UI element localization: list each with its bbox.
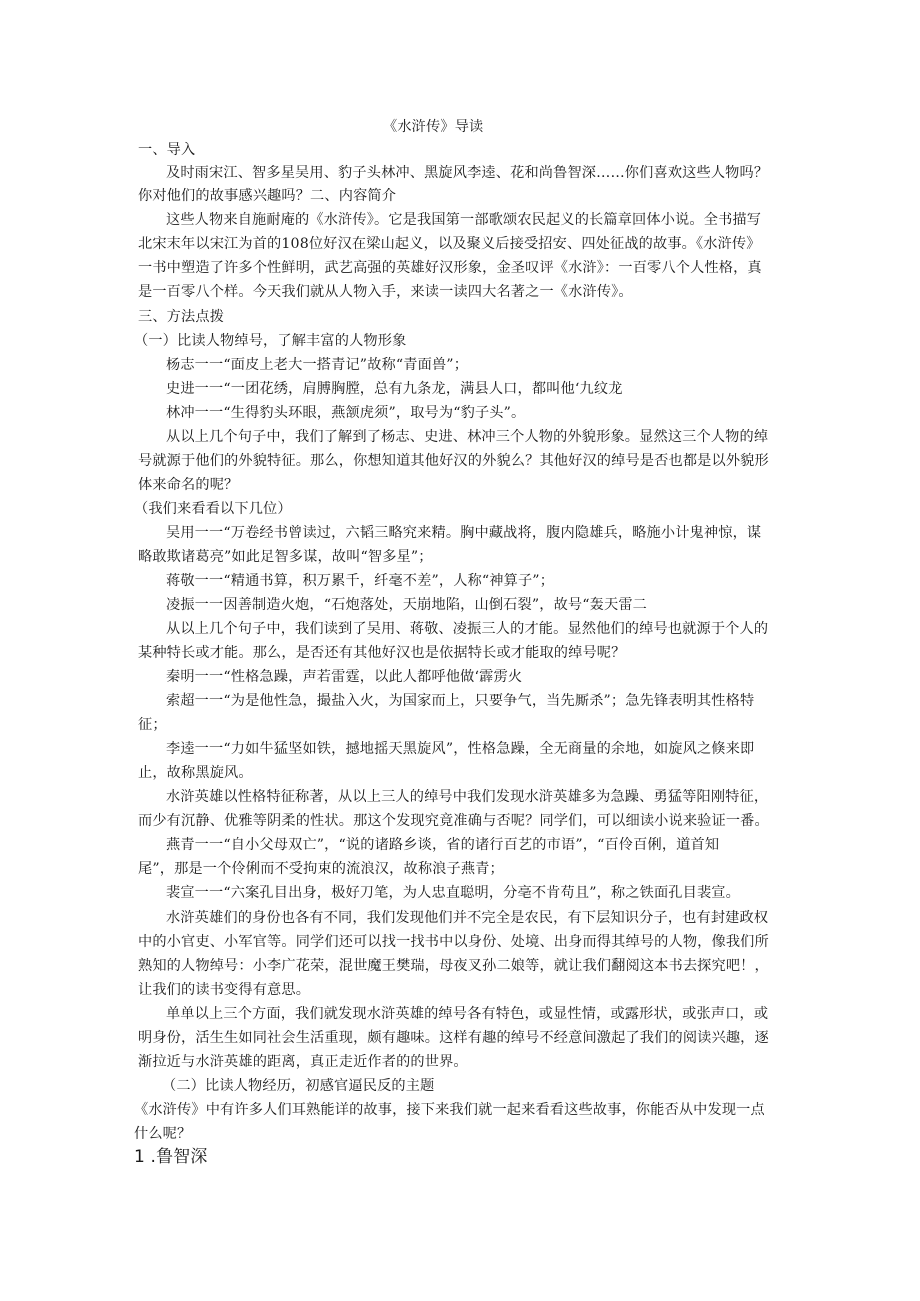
text-line: 杨志一一“面皮上老大一搭青记”故称“青面兽”；	[166, 357, 469, 373]
text-line: 《水浒传》中有许多人们耳熟能详的故事，接下来我们就一起来看看这些故事，你能否从中发现一点	[134, 1102, 765, 1118]
subsection-heading: （二）比读人物经历，初感官逼民反的主题	[162, 1078, 435, 1094]
text-line: 北宋末年以宋江为首的108位好汉在梁山起义，以及聚义后接受招安、四处征战的故事。《水浒传》	[138, 236, 761, 252]
subsection-heading: （一）比读人物绰号，了解丰富的人物形象	[134, 333, 407, 349]
section-heading: 一、导入	[138, 142, 196, 158]
text-line: 林冲一一“生得豹头环眼，燕颔虎须”，取号为“豹子头”。	[166, 405, 526, 421]
page-title: 《水浒传》导读	[383, 119, 484, 135]
list-item-heading: 1 .鲁智深	[134, 1147, 208, 1167]
text-line: 而少有沉静、优雅等阴柔的性状。那这个发现究竟准确与否呢？同学们，可以细读小说来验证一番。	[138, 813, 769, 829]
text-line: 一书中塑造了许多个性鲜明，武艺高强的英雄好汉形象，金圣叹评《水浒》：一百零八个人性格，真	[138, 260, 762, 276]
text-line: 李逵一一“力如牛猛坚如铁，撼地摇天黑旋风”，性格急躁，全无商量的余地，如旋风之倏来即	[166, 741, 755, 757]
text-line: 明身份，活生生如同社会生活重现，颇有趣味。这样有趣的绰号不经意间激起了我们的阅读兴趣，逐	[138, 1030, 769, 1046]
text-line: 秦明一一“性格急躁，声若雷霆，以此人都呼他做‘霹雳火	[166, 669, 523, 685]
text-line: 及时雨宋江、智多星吴用、豹子头林冲、黑旋风李逵、花和尚鲁智深……你们喜欢这些人物吗？	[166, 165, 769, 181]
text-line: 从以上几个句子中，我们了解到了杨志、史进、林冲三个人物的外貌形象。显然这三个人物的绰	[166, 429, 769, 445]
text-line: 止，故称黑旋风。	[138, 765, 253, 781]
text-line: 吴用一一“万卷经书曾读过，六韬三略究来精。胸中藏战将，腹内隐雄兵，略施小计鬼神惊，谋	[166, 525, 762, 541]
text-line: 渐拉近与水浒英雄的距离，真正走近作者的的世界。	[138, 1054, 468, 1070]
text-line: 什么呢？	[134, 1126, 192, 1142]
text-line: 是一百零八个样。今天我们就从人物入手，来读一读四大名著之一《水浒传》。	[138, 284, 633, 300]
text-line: 你对他们的故事感兴趣吗？二、内容简介	[138, 188, 397, 204]
text-line: 水浒英雄们的身份也各有不同，我们发现他们并不完全是农民，有下层知识分子，也有封建政权	[166, 910, 769, 926]
text-line: （我们来看看以下几位）	[134, 501, 292, 517]
text-line: 单单以上三个方面，我们就发现水浒英雄的绰号各有特色，或显性情，或露形状，或张声口，或	[166, 1006, 769, 1022]
text-line: 尾”，那是一个伶俐而不受拘束的流浪汉，故称浪子燕青；	[138, 861, 504, 877]
text-line: 熟知的人物绰号：小李广花荣，混世魔王樊瑞，母夜叉孙二娘等，就让我们翻阅这本书去探究吧！，	[138, 958, 769, 974]
text-line: 略敢欺诸葛亮”如此足智多谋，故叫“智多星”；	[138, 549, 433, 565]
text-line: 裴宣一一“六案孔目出身，极好刀笔，为人忠直聪明，分亳不肯苟且”，称之铁面孔目裴宣。	[166, 885, 740, 901]
text-line: 这些人物来自施耐庵的《水浒传》。它是我国第一部歌颂农民起义的长篇章回体小说。全书描写	[166, 212, 762, 228]
text-line: 体来命名的呢？	[138, 477, 239, 493]
text-line: 水浒英雄以性格特征称著，从以上三人的绰号中我们发现水浒英雄多为急躁、勇猛等阳刚特征，	[166, 789, 769, 805]
text-line: 燕青一一“自小父母双亡”，“说的诸路乡谈，省的诸行百艺的市语”，“百伶百俐，道首知	[166, 837, 720, 853]
text-line: 号就源于他们的外貌特征。那么，你想知道其他好汉的外貌么？其他好汉的绰号是否也都是以外貌形	[138, 453, 769, 469]
text-line: 蒋敬一一“精通书算，积万累千，纤毫不差”，人称“神算子”；	[166, 573, 555, 589]
text-line: 史进一一“一团花绣，肩膊胸膛，总有九条龙，满县人口，都叫他‘九纹龙	[166, 381, 623, 397]
text-line: 中的小官吏、小军官等。同学们还可以找一找书中以身份、处境、出身而得其绰号的人物，像我们所	[138, 934, 769, 950]
text-line: 某种特长或才能。那么，是否还有其他好汉也是依据特长或才能取的绰号呢？	[138, 645, 626, 661]
text-line: 索超一一“为是他性急，撮盐入火，为国家而上，只要争气，当先厮杀”；急先锋表明其性格特	[166, 693, 755, 709]
section-heading: 三、方法点拨	[138, 309, 225, 325]
text-line: 让我们的读书变得有意思。	[138, 982, 311, 998]
text-line: 凌振一一因善制造火炮，“石炮落处，天崩地陷，山倒石裂”，故号“轰天雷二	[166, 597, 648, 613]
text-line: 从以上几个句子中，我们读到了吴用、蒋敬、凌振三人的才能。显然他们的绰号也就源于个人的	[166, 621, 769, 637]
text-line: 征；	[138, 717, 167, 733]
